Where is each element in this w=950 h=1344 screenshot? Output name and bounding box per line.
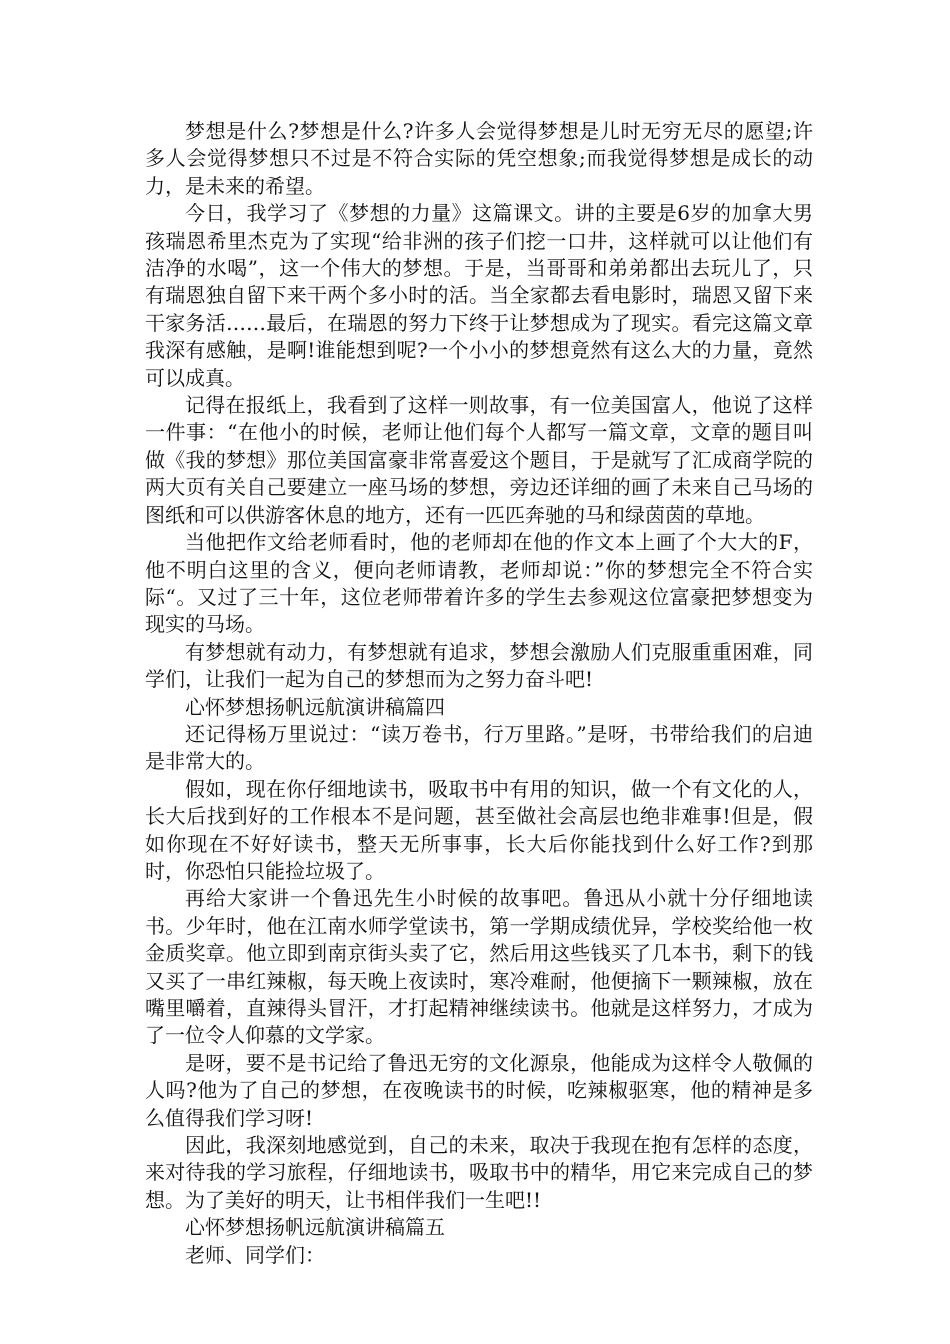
paragraph-3: 记得在报纸上，我看到了这样一则故事，有一位美国富人，他说了这样一件事：“在他小的时候，老师让他们每个人都写一篇文章，文章的题目叫做《我的梦想》那位美国富豪非常喜爱这个题目，于是就写了汇成商学院的两大页有关自己要建立一座马场的梦想，旁边还详细的画了未来自己马场的图纸和可以供游客休息的地方，还有一匹匹奔驰的马和绿茵茵的草地。 xyxy=(145,393,813,527)
paragraph-8: 再给大家讲一个鲁迅先生小时候的故事吧。鲁迅从小就十分仔细地读书。少年时，他在江南水师学堂读书，第一学期成绩优异，学校奖给他一枚金质奖章。他立即到南京街头卖了它，然后用这些钱买了几本书，剩下的钱又买了一串红辣椒，每天晚上夜读时，寒冷难耐，他便摘下一颗辣椒，放在嘴里嚼着，直辣得头冒汗，才打起精神继续读书。他就是这样努力，才成为了一位令人仰慕的文学家。 xyxy=(145,886,813,1048)
section-heading-5: 心怀梦想扬帆远航演讲稿篇五 xyxy=(185,1215,445,1240)
paragraph-6: 还记得杨万里说过：“读万卷书，行万里路。”是呀，书带给我们的启迪是非常大的。 xyxy=(145,721,813,774)
paragraph-10: 因此，我深刻地感觉到，自己的未来，取决于我现在抱有怎样的态度，来对待我的学习旅程，仔细地读书，吸取书中的精华，用它来完成自己的梦想。为了美好的明天，让书相伴我们一生吧!! xyxy=(145,1133,813,1212)
document-page xyxy=(145,118,813,1269)
paragraph-7: 假如，现在你仔细地读书，吸取书中有用的知识，做一个有文化的人，长大后找到好的工作根本不是问题，甚至做社会高层也绝非难事!但是，假如你现在不好好读书，整天无所事事，长大后你能找到什么好工作?到那时，你恐怕只能捡垃圾了。 xyxy=(145,776,813,883)
paragraph-5: 有梦想就有动力，有梦想就有追求，梦想会激励人们克服重重困难，同学们，让我们一起为自己的梦想而为之努力奋斗吧! xyxy=(145,639,813,692)
paragraph-1: 梦想是什么?梦想是什么?许多人会觉得梦想是儿时无穷无尽的愿望;许多人会觉得梦想只不过是不符合实际的凭空想象;而我觉得梦想是成长的动力，是未来的希望。 xyxy=(145,119,813,198)
paragraph-4: 当他把作文给老师看时，他的老师却在他的作文本上画了个大大的F，他不明白这里的含义，便向老师请教，老师却说：”你的梦想完全不符合实际“。又过了三十年，这位老师带着许多的学生去参观这位富豪把梦想变为现实的马场。 xyxy=(145,530,813,637)
paragraph-9: 是呀，要不是书记给了鲁迅无穷的文化源泉，他能成为这样令人敬佩的人吗?他为了自己的梦想，在夜晚读书的时候，吃辣椒驱寒，他的精神是多么值得我们学习呀! xyxy=(145,1050,813,1130)
paragraph-2: 今日，我学习了《梦想的力量》这篇课文。讲的主要是6岁的加拿大男孩瑞恩希里杰克为了实现“给非洲的孩子们挖一口井，这样就可以让他们有洁净的水喝”，这一个伟大的梦想。于是，当哥哥和弟弟都出去玩儿了，只有瑞恩独自留下来干两个多小时的活。当全家都去看电影时，瑞恩又留下来干家务活……最后，在瑞恩的努力下终于让梦想成为了现实。看完这篇文章我深有感触，是啊!谁能想到呢?一个小小的梦想竟然有这么大的力量，竟然可以成真。 xyxy=(145,201,813,390)
salutation: 老师、同学们： xyxy=(185,1242,325,1267)
section-heading-4: 心怀梦想扬帆远航演讲稿篇四 xyxy=(185,694,445,719)
